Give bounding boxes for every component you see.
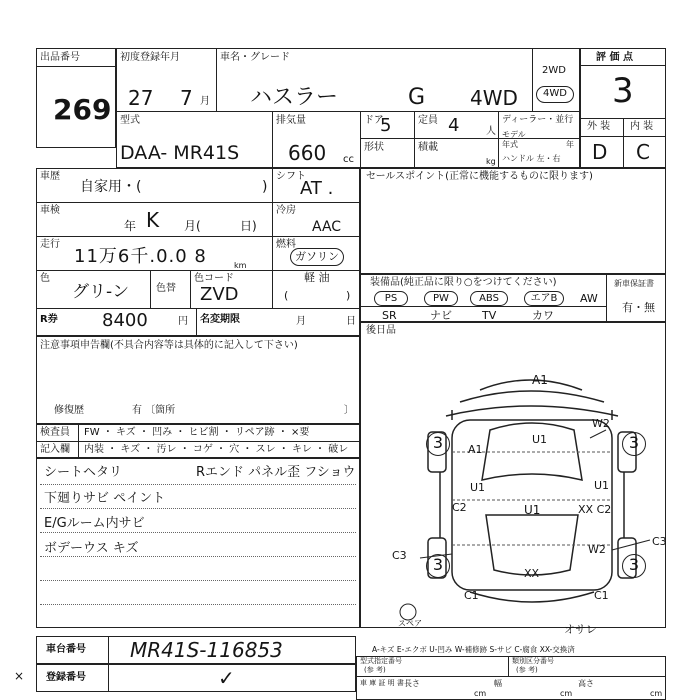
repair-label: 修復歴 — [54, 405, 84, 416]
equip-leather: カワ — [532, 309, 554, 322]
spare-label: スペア — [398, 619, 422, 628]
mark-w2-lower: W2 — [588, 543, 606, 556]
car-name-label: 車名・グレード — [220, 52, 290, 63]
lot-label: 出品番号 — [40, 52, 80, 63]
remark-2: 下廻りサビ ペイント — [44, 491, 166, 506]
yen-unit: 円 — [178, 316, 188, 327]
doors-label: ドア — [364, 115, 384, 126]
exterior-value: D — [592, 140, 608, 164]
first-reg-month: 7 — [180, 86, 193, 110]
sales-box — [360, 168, 666, 274]
mark-c3-left: C3 — [392, 549, 407, 562]
color-code-value: ZVD — [200, 284, 239, 305]
handle-label: ハンドル 左・右 — [502, 154, 561, 163]
name-change-label: 名変期限 — [200, 314, 240, 325]
model-label: 型式 — [120, 115, 140, 126]
interior-value: C — [636, 140, 650, 164]
shape-label: 形状 — [364, 142, 384, 153]
month-label: 月 — [296, 316, 306, 327]
interior-label: 内 装 — [630, 121, 654, 132]
equip-navi: ナビ — [430, 309, 452, 322]
lot-number: 269 — [53, 93, 112, 126]
equip-sr: SR — [382, 309, 397, 322]
mark-3-front-right: 3 — [622, 432, 646, 456]
mark-3-rear-left: 3 — [426, 554, 450, 578]
chassis-label: 車台番号 — [46, 644, 86, 655]
dealer-label: ディーラー・並行 — [502, 115, 574, 125]
load-label: 積載 — [418, 142, 438, 153]
equip-tv: TV — [482, 309, 497, 322]
mileage-value: 11万6千.0.0 8 — [74, 246, 207, 267]
height-label: 高さ — [578, 679, 594, 688]
footer-spec-box — [356, 656, 666, 700]
first-reg-year: 27 — [128, 86, 154, 110]
sales-label: セールスポイント(正常に機能するものに限ります) — [366, 171, 593, 182]
inspection-year-unit: 年 — [124, 219, 137, 233]
rating-score: 3 — [612, 71, 634, 111]
legend: A-キズ E-エクボ U-凹み W-補修跡 S-サビ C-腐食 XX-交換済 — [372, 645, 575, 654]
history-value: 自家用・( — [80, 179, 142, 195]
osare-label: オサレ — [564, 623, 597, 636]
entry-items: 内装 ・ キズ ・ 汚レ ・ コゲ ・ 穴 ・ スレ ・ キレ ・ 破レ — [84, 444, 349, 455]
shift-value: AT . — [300, 178, 334, 199]
equip-abs: ABS — [470, 291, 508, 306]
lower-label: 車 庫 証 明 書 — [360, 679, 404, 687]
displacement-label: 排気量 — [276, 115, 306, 126]
chassis-value: MR41S-116853 — [130, 638, 283, 662]
km-unit: km — [234, 261, 247, 270]
remark-1: シートヘタリ — [44, 465, 123, 480]
mark-a1-left: A1 — [468, 443, 483, 456]
ac-value: AAC — [312, 219, 342, 235]
shift-label: シフト — [276, 171, 306, 182]
remark-4: ボデーウス キズ — [44, 541, 139, 556]
reg-label: 登録番号 — [46, 672, 86, 683]
car-name: ハスラー — [250, 85, 339, 110]
post-install-label: 後日品 — [366, 325, 396, 336]
mark-c1-right: C1 — [594, 589, 609, 602]
mark-u1-center: U1 — [524, 503, 541, 517]
width-label: 幅 — [494, 679, 502, 688]
drive-2wd: 2WD — [542, 65, 566, 76]
inspection-month-unit: 月( — [184, 219, 201, 233]
equip-airbag: エアB — [524, 291, 564, 306]
category-label: 類別区分番号 — [512, 657, 554, 665]
inspection-mark: K — [146, 208, 160, 232]
length-label: 長さ — [404, 679, 420, 688]
mark-u1-right: U1 — [594, 479, 610, 492]
fuel-label: 燃料 — [276, 239, 296, 250]
cc-unit: cc — [343, 154, 354, 165]
model-year-label-1: モデル — [502, 130, 526, 139]
mark-c2-left: C2 — [452, 501, 467, 514]
kg-unit: kg — [486, 157, 496, 166]
fuel-value-circled: ガソリン — [290, 248, 344, 266]
mileage-label: 走行 — [40, 239, 60, 250]
notes-label: 注意事項申告欄(不具合内容等は具体的に記入して下さい) — [40, 340, 298, 351]
displacement-value: 660 — [288, 141, 327, 165]
inspection-label: 車検 — [40, 205, 60, 216]
cm-unit-2: cm — [560, 689, 573, 698]
equip-aw: AW — [580, 292, 598, 305]
mark-3-front-left: 3 — [426, 432, 450, 456]
cm-unit-1: cm — [474, 689, 487, 698]
entry-label: 記入欄 — [40, 444, 70, 455]
car-diagram — [360, 340, 666, 630]
recycle-value: 8400 — [102, 310, 148, 331]
color-code-label: 色コード — [194, 273, 234, 284]
inspection-day-unit: 日) — [240, 219, 257, 233]
mark-a1-top: A1 — [532, 373, 548, 387]
person-unit: 人 — [486, 126, 496, 137]
grade: G — [408, 85, 426, 110]
color-change-label: 色替 — [156, 283, 176, 294]
fuel-alt: 軽 油 — [304, 271, 330, 284]
drive-4wd-circled: 4WD — [536, 86, 574, 103]
model-year-label-2: 年式 — [502, 140, 518, 149]
rating-label: 評 価 点 — [596, 52, 633, 63]
inspector-label: 検査員 — [40, 427, 70, 438]
day-label: 日 — [346, 316, 356, 327]
warranty-value: 有・無 — [622, 301, 655, 314]
ref-label-1: (参 考) — [364, 666, 386, 674]
equip-pw: PW — [424, 291, 458, 306]
model-value: DAA- MR41S — [120, 142, 240, 164]
doors-value: 5 — [380, 115, 392, 136]
mark-u1-roof: U1 — [532, 433, 548, 446]
x-mark: × — [14, 669, 25, 683]
inspector-items: FW ・ キズ ・ 凹み ・ ヒビ割 ・ リペア跡 ・ ×要 — [84, 427, 310, 438]
ac-label: 冷房 — [276, 205, 296, 216]
equipment-label: 装備品(純正品に限り○をつけてください) — [370, 277, 557, 288]
year-unit: 年 — [566, 140, 574, 149]
ref-label-2: (参 考) — [516, 666, 538, 674]
check-mark: ✓ — [218, 666, 235, 690]
recycle-label: R券 — [40, 314, 58, 325]
mark-3-rear-right: 3 — [622, 554, 646, 578]
history-label: 車歴 — [40, 171, 60, 182]
mark-xx-c2: XX C2 — [578, 503, 612, 516]
mark-u1-left: U1 — [470, 481, 486, 494]
cm-unit-3: cm — [650, 689, 663, 698]
mark-c1-left: C1 — [464, 589, 479, 602]
color-value: グリ-ン — [72, 282, 130, 302]
mark-xx-rear: XX — [524, 567, 540, 580]
mark-w2-right: W2 — [592, 417, 610, 430]
type-desig-label: 型式指定番号 — [360, 657, 402, 665]
color-label: 色 — [40, 273, 50, 284]
equip-ps: PS — [374, 291, 408, 306]
capacity-label: 定員 — [418, 115, 438, 126]
first-reg-label: 初度登録年月 — [120, 52, 180, 63]
drive-handwritten: 4WD — [470, 86, 518, 110]
mark-c3-right: C3 — [652, 535, 667, 548]
capacity-value: 4 — [448, 115, 460, 136]
repair-value: 有 〔箇所 — [132, 405, 176, 416]
first-reg-month-unit: 月 — [200, 96, 210, 107]
exterior-label: 外 装 — [587, 121, 611, 132]
warranty-label: 新車保証書 — [614, 279, 654, 288]
remark-right: Rエンド パネル歪 フショウ — [196, 465, 356, 480]
remark-3: E/Gルーム内サビ — [44, 516, 145, 531]
